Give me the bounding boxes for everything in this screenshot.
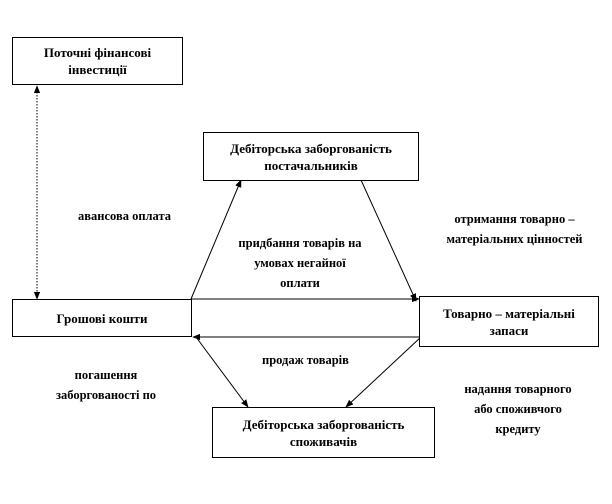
edge-label-advance-payment: авансова оплата xyxy=(78,209,171,223)
arrow-supplier-receivables-to-inventory xyxy=(361,180,416,301)
node-current-financial-investments xyxy=(12,37,183,85)
edge-label-debt-repayment: погашення заборгованості по xyxy=(55,368,157,402)
node-label: Поточні фінансові інвестиції xyxy=(43,45,152,77)
node-label: Грошові кошти xyxy=(56,310,148,326)
node-cash xyxy=(12,299,192,337)
node-label: Дебіторська заборгованість споживачів xyxy=(242,416,405,449)
edge-label-receiving-goods: отримання товарно – матеріальних цінностей xyxy=(446,212,583,246)
node-label: Дебіторська заборгованість постачальників xyxy=(230,140,392,173)
arrow-cash-to-supplier-receivables xyxy=(191,180,241,299)
arrow-inventory-to-consumer-receivables xyxy=(346,337,421,407)
node-supplier-receivables xyxy=(203,132,419,181)
node-consumer-receivables xyxy=(212,407,435,458)
edge-label-sale-goods: продаж товарів xyxy=(262,353,349,367)
arrow-cash-to-consumer-receivables xyxy=(196,337,248,407)
node-inventory xyxy=(419,296,599,347)
node-label: Товарно – матеріальні запаси xyxy=(443,305,575,338)
edge-label-commodity-credit: надання товарного або споживчого кредиту xyxy=(464,382,572,436)
edge-label-purchase-immediate: придбання товарів на умовах негайної оплати xyxy=(238,236,362,290)
